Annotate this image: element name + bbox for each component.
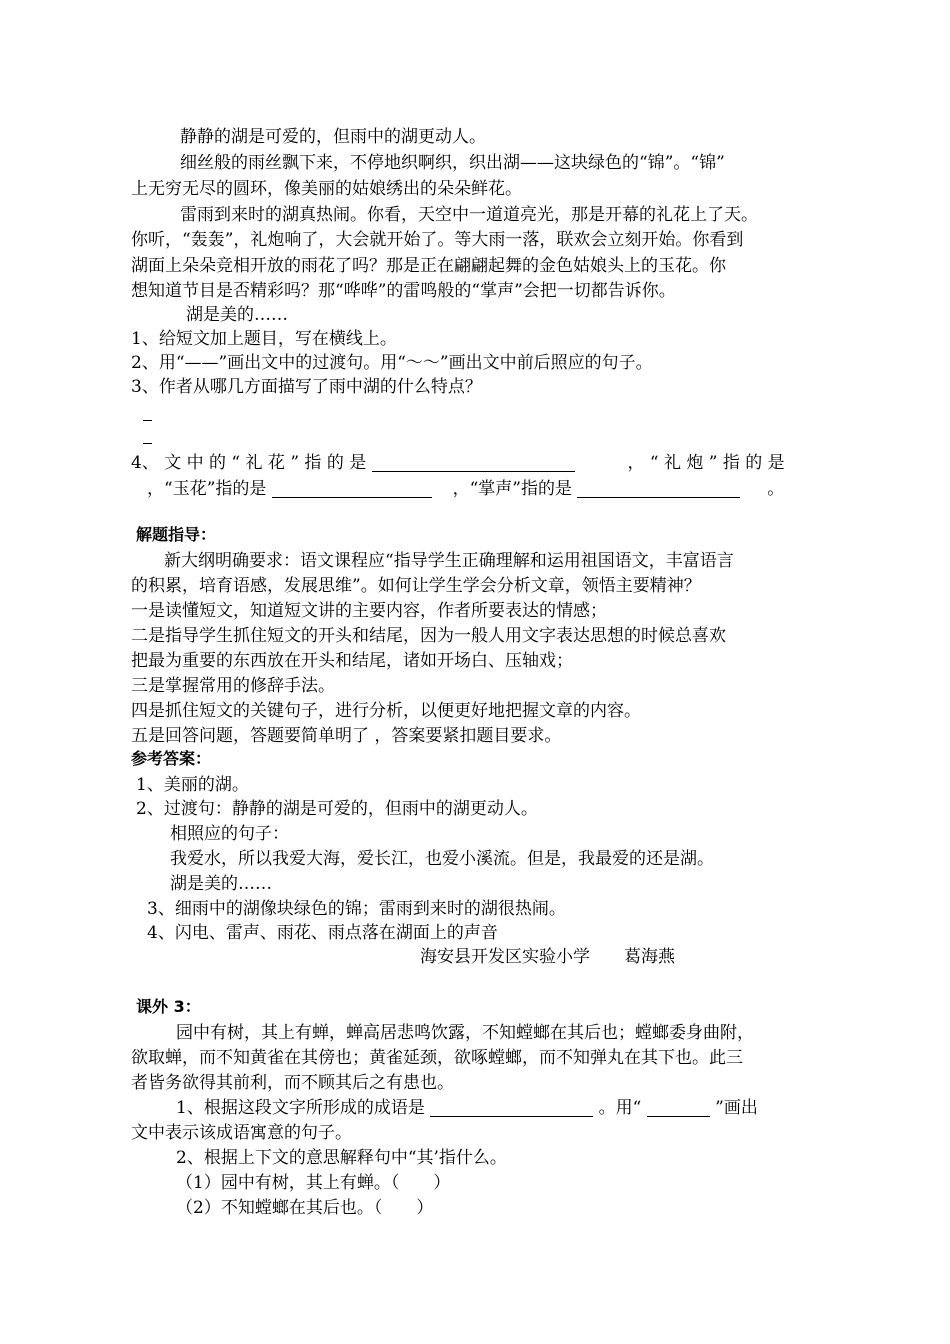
extra3-line: 园中有树，其上有蝉，蝉高居悲鸣饮露，不知螳螂在其后也；螳螂委身曲附， <box>176 1023 754 1043</box>
question-text: ”画出 <box>715 1098 758 1118</box>
answer-blank[interactable] <box>577 479 740 498</box>
question-4-text: ， “ 礼 炮 ” 指 的 是 <box>627 453 785 473</box>
question-4-line2 <box>147 476 784 502</box>
extra3-question-2-2: （2）不知螳螂在其后也。（ ） <box>176 1198 434 1218</box>
passage-line: 湖是美的…… <box>186 305 288 325</box>
answer-3: 3、细雨中的湖像块绿色的锦；雷雨到来时的湖很热闹。 <box>147 899 566 919</box>
passage-line: 雷雨到来时的湖真热闹。你看，天空中一道道亮光，那是开幕的礼花上了天。 <box>180 205 758 225</box>
extra3-line: 者皆务欲得其前利，而不顾其后之有患也。 <box>131 1073 454 1093</box>
guide-line: 三是掌握常用的修辞手法。 <box>131 676 335 696</box>
question-4-text: 4、 文 中 的 “ 礼 花 ” 指 的 是 <box>131 453 367 473</box>
answer-2-sub: 相照应的句子： <box>170 824 289 844</box>
answer-2-sentence: 我爱水，所以我爱大海，爱长江，也爱小溪流。但是，我最爱的还是湖。 <box>170 849 714 869</box>
guide-heading: 解题指导： <box>136 525 217 544</box>
guide-line: 一是读懂短文，知道短文讲的主要内容，作者所要表达的情感； <box>131 601 607 621</box>
answer-line-mark <box>143 420 152 421</box>
answer-1: 1、美丽的湖。 <box>136 775 249 795</box>
passage-line: 细丝般的雨丝飘下来，不停地织啊织，织出湖——这块绿色的“锦”。“锦” <box>180 153 725 173</box>
extra3-question-2: 2、根据上下文的意思解释句中“其’指什么。 <box>176 1148 507 1168</box>
answer-blank[interactable] <box>430 1098 593 1117</box>
extra3-question-1-cont: 文中表示该成语寓意的句子。 <box>131 1123 352 1143</box>
passage-line: 想知道节目是否精彩吗？那“哗哗”的雷鸣般的“掌声”会把一切都告诉你。 <box>131 281 676 301</box>
question-3: 3、作者从哪几方面描写了雨中湖的什么特点？ <box>131 377 482 397</box>
answer-blank[interactable] <box>372 453 575 472</box>
guide-line: 四是抓住短文的关键句子，进行分析，以便更好地把握文章的内容。 <box>131 701 641 721</box>
answer-line-mark <box>143 443 152 444</box>
answer-blank[interactable] <box>647 1098 710 1117</box>
question-4-text: ，“玉花”指的是 <box>147 479 267 499</box>
answer-blank[interactable] <box>272 479 432 498</box>
guide-line: 的积累，培育语感，发展思维”。如何让学生学会分析文章，领悟主要精神？ <box>131 576 701 596</box>
extra3-question-1 <box>176 1095 758 1121</box>
question-2: 2、用“——”画出文中的过渡句。用“～～”画出文中前后照应的句子。 <box>131 353 653 373</box>
author-credit: 海安县开发区实验小学 葛海燕 <box>420 947 675 967</box>
extra3-line: 欲取蝉，而不知黄雀在其傍也；黄雀延颈，欲啄螳螂，而不知弹丸在其下也。此三 <box>131 1048 743 1068</box>
question-4-text: 。 <box>767 479 785 499</box>
question-text: 1、根据这段文字所形成的成语是 <box>176 1098 425 1118</box>
answer-2-sentence: 湖是美的…… <box>170 874 272 894</box>
guide-line: 把最为重要的东西放在开头和结尾，诸如开场白、压轴戏； <box>131 651 573 671</box>
answer-4: 4、闪电、雷声、雨花、雨点落在湖面上的声音 <box>147 923 498 943</box>
answers-heading: 参考答案： <box>131 749 212 768</box>
extra3-question-2-1: （1）园中有树，其上有蝉。（ ） <box>176 1173 451 1193</box>
passage-line: 静静的湖是可爱的，但雨中的湖更动人。 <box>180 127 486 147</box>
extra3-heading: 课外 3： <box>136 997 201 1016</box>
question-1: 1、给短文加上题目，写在横线上。 <box>131 329 397 349</box>
passage-line: 湖面上朵朵竞相开放的雨花了吗？那是正在翩翩起舞的金色姑娘头上的玉花。你 <box>131 256 726 276</box>
question-4-text: ，“掌声”指的是 <box>452 479 572 499</box>
guide-line: 二是指导学生抓住短文的开头和结尾，因为一般人用文字表达思想的时候总喜欢 <box>131 626 726 646</box>
passage-line: 你听，“轰轰”，礼炮响了，大会就开始了。等大雨一落，联欢会立刻开始。你看到 <box>131 230 744 250</box>
guide-line: 新大纲明确要求：语文课程应“指导学生正确理解和运用祖国语文，丰富语言 <box>164 551 734 571</box>
question-4-line1 <box>131 450 785 476</box>
answer-2: 2、过渡句：静静的湖是可爱的，但雨中的湖更动人。 <box>136 799 538 819</box>
passage-line: 上无穷无尽的圆环，像美丽的姑娘绣出的朵朵鲜花。 <box>131 179 522 199</box>
guide-line: 五是回答问题，答题要简单明了 ，答案要紧扣题目要求。 <box>131 726 562 746</box>
question-text: 。用“ <box>598 1098 642 1118</box>
